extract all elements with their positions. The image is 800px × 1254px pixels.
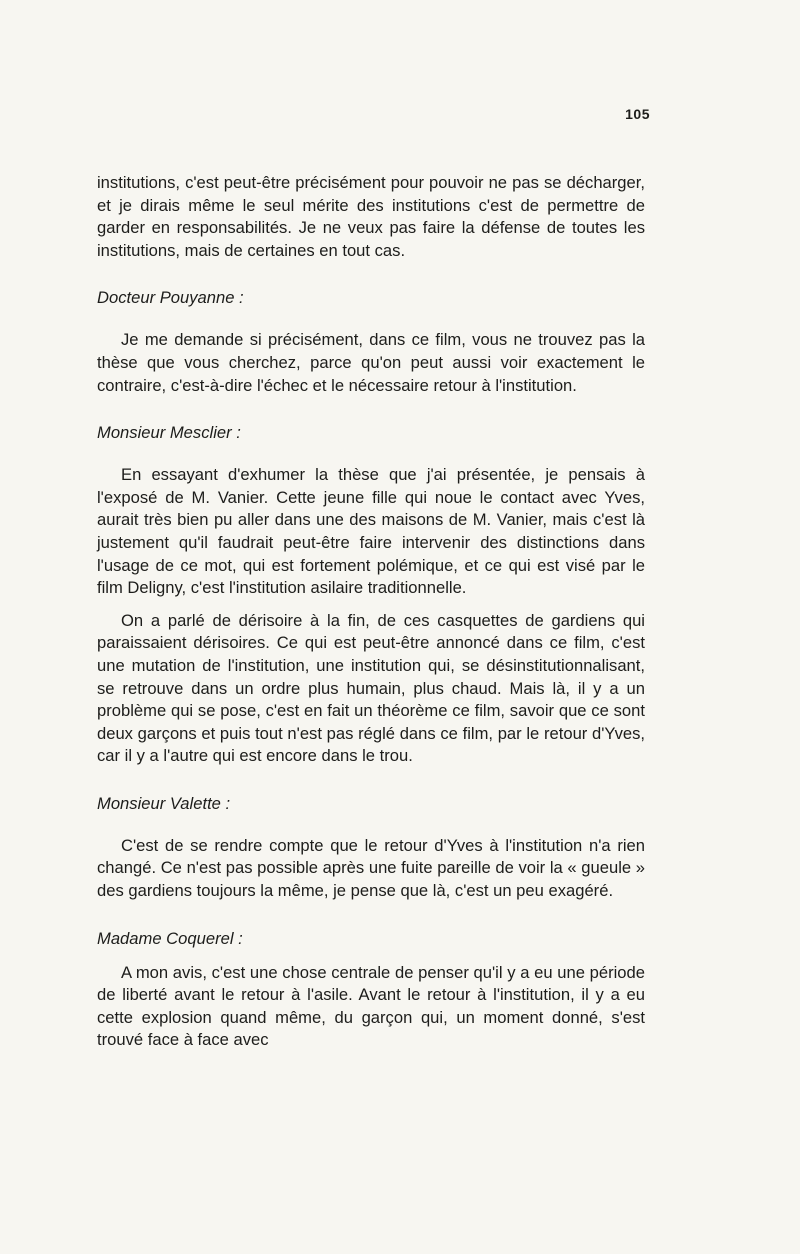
page-content	[97, 172, 645, 1052]
page-number: 105	[625, 106, 650, 122]
paragraph: En essayant d'exhumer la thèse que j'ai présentée, je pensais à l'exposé de M. Vanier. Cette jeune fille qui noue le contact avec Yves, aurait très bien pu aller dans une des maisons de M. Vanier, mais c'est là justement qu'il faudrait peut-être faire intervenir des distinctions dans l'usage de ce mot, qui est fortement polémique, et ce qui est visé par le film Deligny, c'est l'institution asilaire traditionnelle.	[97, 465, 645, 598]
paragraph: C'est de se rendre compte que le retour d'Yves à l'institution n'a rien changé. Ce n'est pas possible après une fuite pareille de voir la « gueule » des gardiens toujours la même, je pense que là, c'est un peu exagéré.	[97, 835, 645, 901]
speaker-heading: Madame Coquerel :	[97, 928, 243, 948]
speaker-heading: Monsieur Mesclier :	[97, 423, 241, 443]
paragraph: On a parlé de dérisoire à la fin, de ces casquettes de gardiens qui paraissaient dérisoires. Ce qui est peut-être annoncé dans ce film, c'est une mutation de l'institution, une institution qui, se désinstitutionnalisant, se retrouve dans un ordre plus humain, plus chaud. Mais là, il y a un problème qui se pose, c'est en fait un théorème ce film, savoir que ce sont deux garçons et puis tout n'est pas réglé dans ce film, par le retour d'Yves, car il y a l'autre qui est encore dans le trou.	[97, 610, 645, 766]
speaker-heading: Monsieur Valette :	[97, 793, 231, 813]
speaker-heading: Docteur Pouyanne :	[97, 288, 244, 308]
paragraph-continued: institutions, c'est peut-être précisément pour pouvoir ne pas se décharger, et je dirais même le seul mérite des institutions c'est de permettre de garder en responsabilités. Je ne veux pas faire la défense de toutes les institutions, mais de certaines en tout cas.	[97, 173, 645, 260]
paragraph: A mon avis, c'est une chose centrale de penser qu'il y a eu une période de liberté avant le retour à l'asile. Avant le retour à l'institution, il y a eu cette explosion quand même, du garçon qui, un moment donné, s'est trouvé face à face avec	[97, 962, 645, 1050]
paragraph: Je me demande si précisément, dans ce film, vous ne trouvez pas la thèse que vous cherchez, parce qu'on peut aussi voir exactement le contraire, c'est-à-dire l'échec et le nécessaire retour à l'institution.	[97, 330, 645, 395]
